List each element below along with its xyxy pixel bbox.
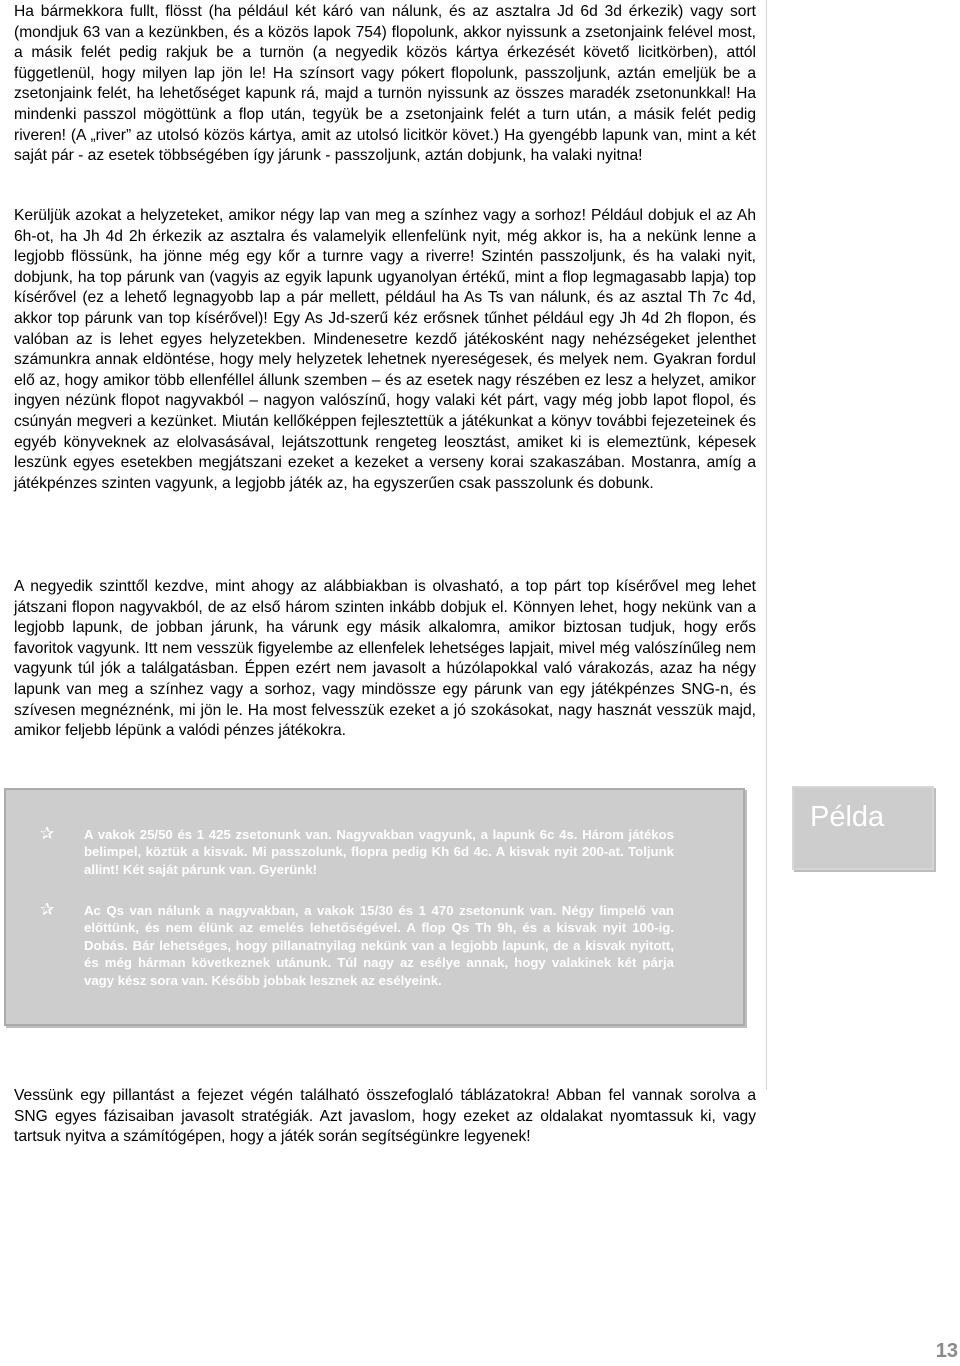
star-outline-icon: ✰ [40,824,55,844]
example-item-text: Ac Qs van nálunk a nagyvakban, a vakok 15/30 és 1 470 zsetonunk van. Négy limpelő van előttünk, és nem élünk az emelés lehetőségével. A flop Qs Th 9h, és a kisvak nyit 100-ig. Dobás. Bár lehetséges, hogy pillanatnyilag nekünk van a legjobb lapunk, de a kisvak nyitott, és még hárman következnek utánunk. Túl nagy az esélye annak, hogy valakinek két párja vagy kész sora van. Később jobbak lesznek az esélyeink. [84,903,674,988]
page-number: 13 [935,1340,958,1362]
example-label-box [792,786,934,870]
star-outline-icon: ✰ [40,900,55,920]
body-paragraph: Kerüljük azokat a helyzeteket, amikor négy lap van meg a színhez vagy a sorhoz! Például dobjuk el az Ah 6h-ot, ha Jh 4d 2h érkezik az asztalra és valamelyik ellenfelünk nyit, még akkor is, ha a nekünk lenne a legjobb flössünk, ha jönne még egy kőr a turnre vagy a riverre! Szintén passzoljunk, és ha valaki nyit, dobjunk, ha top párunk van (vagyis az egyik lapunk ugyanolyan értékű, mint a flop legmagasabb lapja) top kísérővel (ez a lehető legnagyobb lap a pár mellett, például ha As Ts van nálunk, és az asztal Th 7c 4d, akkor top párunk van top kísérővel)! Egy As Jd-szerű kéz erősnek tűnhet például egy Jh 4d 2h flopon, és valóban az is lehet egyes helyzetekben. Mindenesetre kezdő játékosként nagy nehézségeket jelenthet számunkra annak eldöntése, hogy mely helyzetek lehetnek nyereségesek, és melyek nem. Gyakran fordul elő az, hogy amikor több ellenféllel állunk szemben – és az esetek nagy részében ez lesz a helyzet, amikor ingyen nézünk flopot nagyvakból – nagyon valószínű, hogy valaki két párt, vagy még jobb lapot flopol, és csúnyán megveri a kezünket. Miután kellőképpen fejlesztettük a játékunkat a könyv további fejezeteinek és egyéb könyveknek az elolvasásával, lejátszottunk rengeteg leosztást, amiket ki is elemeztünk, képesek leszünk egyes esetekben megjátszani ezeket a kezeket a verseny korai szakaszában. Mostanra, amíg a játékpénzes szinten vagyunk, a legjobb játék az, ha egyszerűen csak passzolunk és dobunk. [14,207,756,492]
example-box [4,788,745,1026]
example-label: Példa [810,801,885,833]
example-item-text: A vakok 25/50 és 1 425 zsetonunk van. Nagyvakban vagyunk, a lapunk 6c 4s. Három játékos belimpel, köztük a kisvak. Mi passzolunk, flopra pedig Kh 6d 4c. A kisvak nyit 200-at. Toljunk allint! Két saját párunk van. Gyerünk! [84,827,674,877]
body-paragraph: Vessünk egy pillantást a fejezet végén található összefoglaló táblázatokra! Abban fel vannak sorolva a SNG egyes fázisaiban javasolt stratégiák. Azt javaslom, hogy ezeket az oldalakat nyomtassuk ki, vagy tartsuk nyitva a számítógépen, hogy a játék során segítségünkre legyenek! [14,1087,756,1146]
margin-rule [766,0,767,1090]
body-paragraph: A negyedik szinttől kezdve, mint ahogy az alábbiakban is olvasható, a top párt top kísérővel meg lehet játszani flopon nagyvakból, de az első három szinten inkább dobjuk el. Könnyen lehet, hogy nekünk van a legjobb lapunk, de jobban járunk, ha várunk egy másik alkalomra, amikor biztosan tudjuk, hogy erős favoritok vagyunk. Itt nem vesszük figyelembe az ellenfelek lehetséges lapjait, mivel még valószínűleg nem vagyunk túl jók a találgatásban. Éppen ezért nem javasolt a húzólapokkal való várakozás, azaz ha négy lapunk van meg a színhez vagy a sorhoz, vagy mindössze egy párunk van egy játékpénzes SNG-n, és szívesen megnéznénk, mi jön le. Ha most felvesszük ezeket a jó szokásokat, nagy hasznát vesszük majd, amikor feljebb lépünk a valódi pénzes játékokra. [14,578,756,740]
body-paragraph: Ha bármekkora fullt, flösst (ha például két káró van nálunk, és az asztalra Jd 6d 3d érkezik) vagy sort (mondjuk 63 van a kezünkben, és a közös lapok 754) flopolunk, akkor nyissunk a zsetonjaink felével most, a másik felét pedig rakjuk be a turnön (a negyedik közös kártya érkezését követő licitkörben), attól függetlenül, hogy milyen lap jön le! Ha színsort vagy pókert flopolunk, passzoljunk, aztán emeljük be a zsetonjaink felét, ha lehetőséget kapunk rá, majd a turnön nyissunk az összes maradék zsetonunkkal! Ha mindenki passzol mögöttünk a flop után, tegyük be a zsetonjaink felét a turn után, a másik felét pedig riveren! (A „river” az utolsó közös kártya, amit az utolsó licitkör követ.) Ha gyengébb lapunk van, mint a két saját pár - az esetek többségében így járunk - passzoljunk, aztán dobjunk, ha valaki nyitna! [14,3,756,165]
